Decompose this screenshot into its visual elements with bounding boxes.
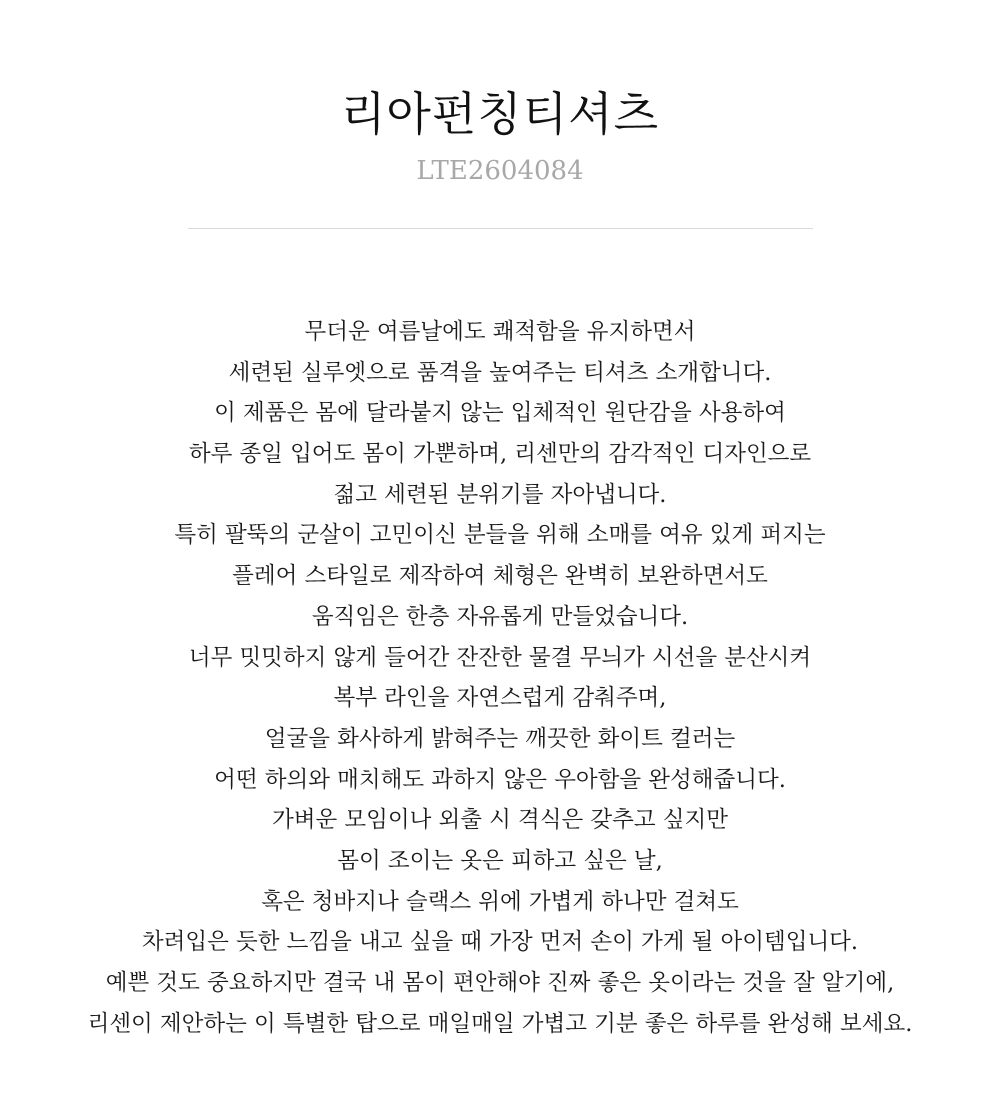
description-line: 특히 팔뚝의 군살이 고민이신 분들을 위해 소매를 여유 있게 퍼지는 bbox=[174, 522, 826, 549]
product-code: LTE2604084 bbox=[416, 156, 584, 186]
description-line: 어떤 하의와 매치해도 과하지 않은 우아함을 완성해줍니다. bbox=[214, 766, 786, 793]
description-line: 가벼운 모임이나 외출 시 격식은 갖추고 싶지만 bbox=[272, 807, 728, 834]
description-line: 차려입은 듯한 느낌을 내고 싶을 때 가장 먼저 손이 가게 될 아이템입니다. bbox=[141, 929, 859, 956]
description-line: 너무 밋밋하지 않게 들어간 잔잔한 물결 무늬가 시선을 분산시켜 bbox=[188, 644, 812, 671]
description-line: 플레어 스타일로 제작하여 체형은 완벽히 보완하면서도 bbox=[232, 563, 768, 590]
description-line: 움직임은 한층 자유롭게 만들었습니다. bbox=[311, 603, 689, 630]
description-line: 복부 라인을 자연스럽게 감춰주며, bbox=[333, 685, 667, 712]
description-line: 리센이 제안하는 이 특별한 탑으로 매일매일 가볍고 기분 좋은 하루를 완성해 보세요. bbox=[87, 1010, 913, 1037]
description-line: 혹은 청바지나 슬랙스 위에 가볍게 하나만 걸쳐도 bbox=[261, 888, 739, 915]
description-line: 몸이 조이는 옷은 피하고 싶은 날, bbox=[337, 847, 663, 874]
description-line: 하루 종일 입어도 몸이 가뿐하며, 리센만의 감각적인 디자인으로 bbox=[188, 441, 812, 468]
description-line: 예쁜 것도 중요하지만 결국 내 몸이 편안해야 진짜 좋은 옷이라는 것을 잘 알기에, bbox=[105, 970, 895, 996]
description-line: 세련된 실루엣으로 품격을 높여주는 티셔츠 소개합니다. bbox=[228, 359, 772, 386]
description-line: 이 제품은 몸에 달라붙지 않는 입체적인 원단감을 사용하여 bbox=[214, 400, 786, 427]
product-title: 리아펀칭티셔츠 bbox=[340, 87, 660, 141]
description-line: 젊고 세련된 분위기를 자아냅니다. bbox=[333, 481, 667, 508]
product-description bbox=[0, 313, 1000, 1045]
description-line: 무더운 여름날에도 쾌적함을 유지하면서 bbox=[304, 319, 696, 345]
header-divider bbox=[188, 228, 813, 229]
description-line: 얼굴을 화사하게 밝혀주는 깨끗한 화이트 컬러는 bbox=[264, 725, 736, 752]
